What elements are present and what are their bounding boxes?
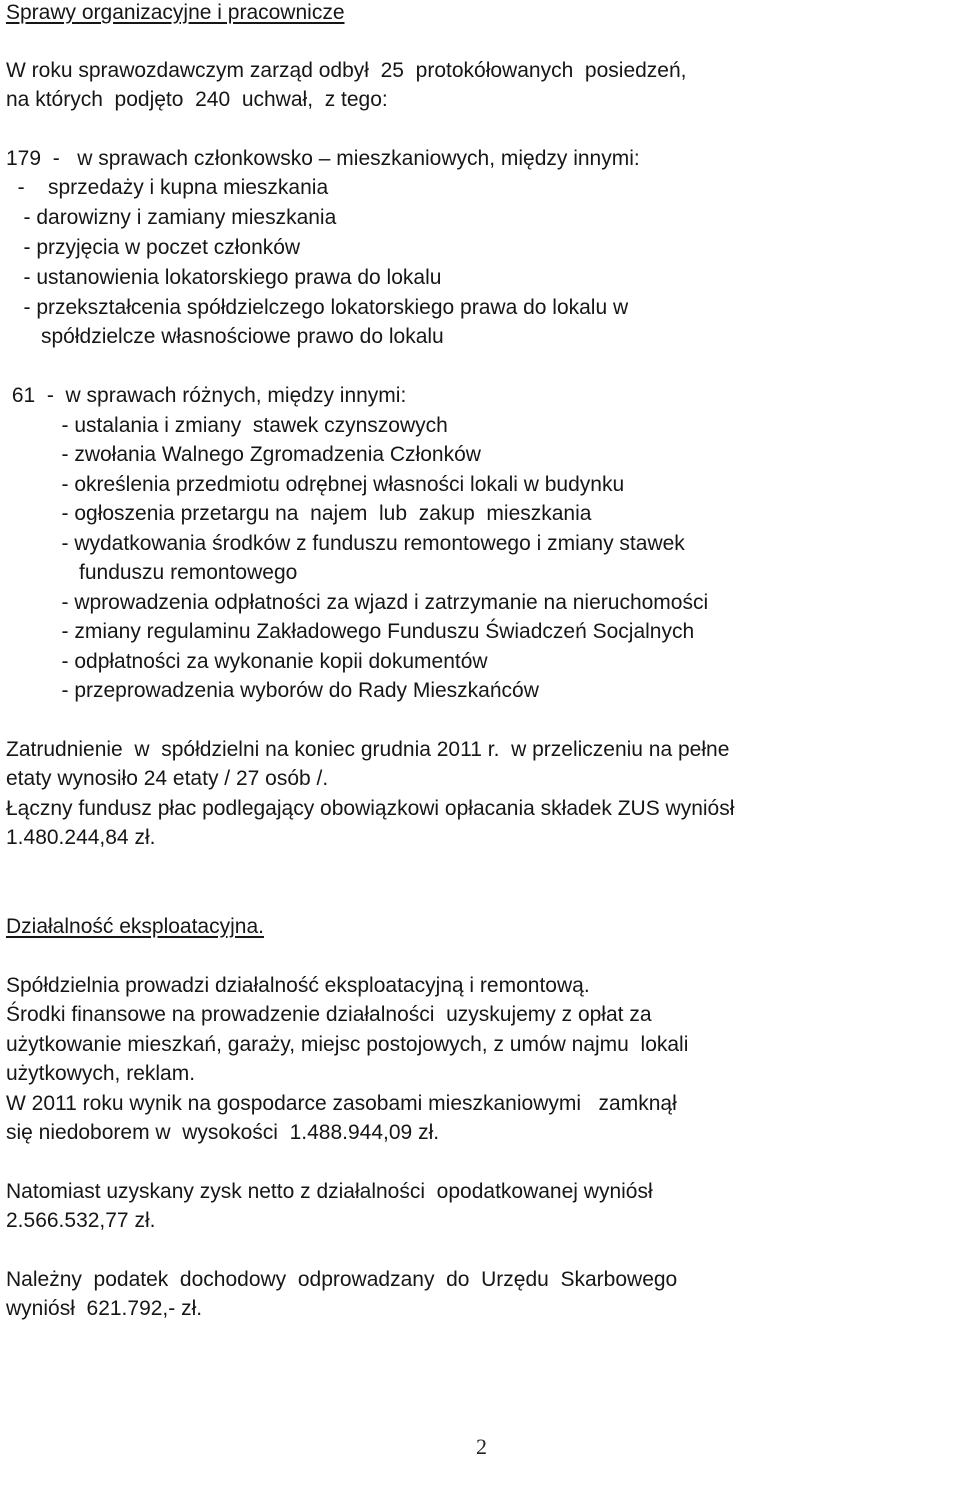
employment-line-4: 1.480.244,84 zł. (6, 826, 156, 849)
operations-line-6: się niedoborem w wysokości 1.488.944,09 zł. (6, 1121, 440, 1144)
list-item: funduszu remontowego (44, 561, 298, 584)
list-item: - przekształcenia spółdzielczego lokatorskiego prawa do lokalu w (6, 296, 629, 319)
group-various-header: 61 - w sprawach różnych, między innymi: (6, 384, 407, 407)
operations-line-3: użytkowanie mieszkań, garaży, miejsc postojowych, z umów najmu lokali (6, 1033, 689, 1056)
list-item: - zwołania Walnego Zgromadzenia Członków (44, 443, 481, 466)
intro-line-2: na których podjęto 240 uchwał, z tego: (6, 88, 388, 111)
list-item: - odpłatności za wykonanie kopii dokumentów (44, 650, 488, 673)
operations-line-1: Spółdzielnia prowadzi działalność eksploatacyjną i remontową. (6, 974, 590, 997)
profit-line-2: 2.566.532,77 zł. (6, 1209, 156, 1232)
list-item: - sprzedaży i kupna mieszkania (6, 176, 329, 199)
list-item: - wprowadzenia odpłatności za wjazd i zatrzymanie na nieruchomości (44, 591, 709, 614)
list-item: - przeprowadzenia wyborów do Rady Mieszkańców (44, 679, 539, 702)
operations-line-5: W 2011 roku wynik na gospodarce zasobami mieszkaniowymi zamknął (6, 1092, 677, 1115)
section-title-operations: Działalność eksploatacyjna. (6, 915, 264, 938)
intro-line-1: W roku sprawozdawczym zarząd odbył 25 protokółowanych posiedzeń, (6, 59, 687, 82)
list-item: - ustanowienia lokatorskiego prawa do lokalu (6, 266, 442, 289)
list-item: - ogłoszenia przetargu na najem lub zakup mieszkania (44, 502, 592, 525)
operations-line-2: Środki finansowe na prowadzenie działalności uzyskujemy z opłat za (6, 1003, 652, 1026)
list-item: - ustalania i zmiany stawek czynszowych (44, 414, 448, 437)
list-item: - zmiany regulaminu Zakładowego Funduszu Świadczeń Socjalnych (44, 620, 695, 643)
profit-line-1: Natomiast uzyskany zysk netto z działalności opodatkowanej wyniósł (6, 1180, 653, 1203)
list-item: - wydatkowania środków z funduszu remontowego i zmiany stawek (44, 532, 685, 555)
group-membership-header: 179 - w sprawach członkowsko – mieszkaniowych, między innymi: (6, 147, 640, 170)
employment-line-3: Łączny fundusz płac podlegający obowiązkowi opłacania składek ZUS wyniósł (6, 797, 735, 820)
employment-line-2: etaty wynosiło 24 etaty / 27 osób /. (6, 767, 329, 790)
section-title-organizational: Sprawy organizacyjne i pracownicze (6, 1, 345, 24)
list-item: - określenia przedmiotu odrębnej własności lokali w budynku (44, 473, 625, 496)
tax-line-1: Należny podatek dochodowy odprowadzany do Urzędu Skarbowego (6, 1268, 678, 1291)
page-number: 2 (476, 1434, 487, 1459)
list-item: - przyjęcia w poczet członków (6, 236, 301, 259)
list-item: spółdzielcze własnościowe prawo do lokalu (6, 325, 444, 348)
tax-line-2: wyniósł 621.792,- zł. (6, 1297, 203, 1320)
employment-line-1: Zatrudnienie w spółdzielni na koniec grudnia 2011 r. w przeliczeniu na pełne (6, 738, 730, 761)
list-item: - darowizny i zamiany mieszkania (6, 206, 337, 229)
operations-line-4: użytkowych, reklam. (6, 1062, 196, 1085)
